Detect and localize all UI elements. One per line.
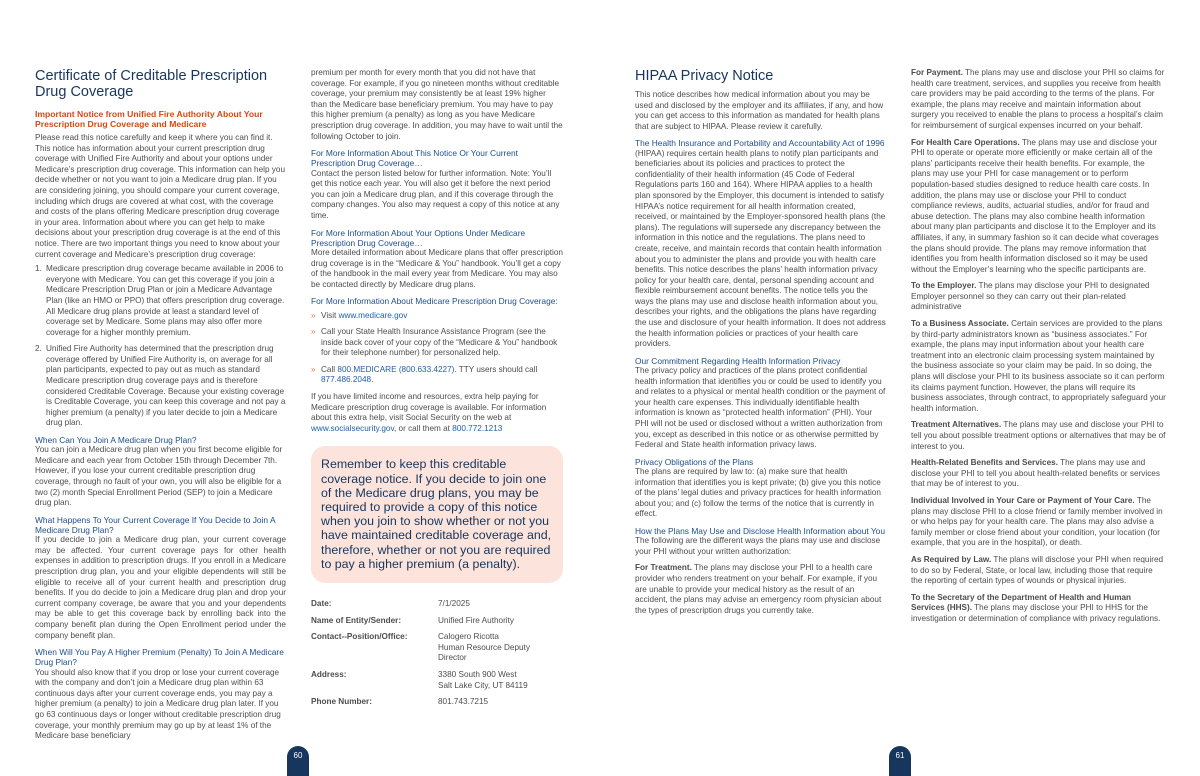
page-number-badge: 61 [889,746,911,776]
contact-value [438,632,564,664]
treatment-paragraph [635,563,887,616]
use-item-heading: Health-Related Benefits and Services. [911,458,1058,468]
medicare-phone-link[interactable]: 800.MEDICARE (800.633.4227) [337,364,455,374]
use-item [911,458,1166,490]
list-item [35,264,286,338]
list-item [311,327,564,359]
bullet-icon: » [311,327,316,337]
use-item-heading: To a Business Associate. [911,319,1009,329]
numbered-list [35,264,286,429]
use-item-text: The plans may use and disclose your PHI to tell you about health-related benefits or services that may be of interest to you. [911,458,1160,489]
treatment-text: The plans may disclose your PHI to a health care provider who renders treatment on your behalf. For example, if you are unable to provide your medical history as the result of an accident, the plans may advise an emergency room physician about the types of prescription drugs you currently take. [635,563,882,615]
extra-help-paragraph [311,392,564,434]
higher-premium-heading: When Will You Pay A Higher Premium (Penalty) To Join A Medicare Drug Plan? [35,647,284,668]
what-happens-heading: What Happens To Your Current Coverage If You Decide to Join A Medicare Drug Plan? [35,514,276,535]
extra-help-text: If you have limited income and resources, extra help paying for Medicare prescription drug coverage is available. For information about this extra help, visit Social Security on the web at [311,392,547,423]
use-item-heading: For Payment. [911,68,963,77]
what-happens-paragraph: If you decide to join a Medicare drug plan, your current coverage may be affected. Your current coverage pays for other health expenses in addition to prescription drugs. If you enroll in a Medicare prescription drug plan, you and your eligible dependents will still be eligible to receive all of your current health and prescription drug benefits. If you do decide to join a Medicare drug plan and drop your current company coverage, be aware that you and your dependents may be able to get this coverage back by enrolling back into the company benefit plan during the Open Enrollment period under the company benefit plan. [35,535,286,640]
use-item-text: The plans may use and disclose your PHI so claims for health care treatment, services, and supplies you receive from health care providers may be paid according to the terms of the plans. For example, the plans may receive and maintain information about surgery you received to enable the plans to process a hospital’s claim for reimbursement of surgical expenses incurred on your behalf. [911,68,1165,130]
phone-value: 801.743.7215 [438,697,489,707]
use-item-text: The plans may disclose your PHI to designated Employer personnel so they can carry out their plan-related administrative [911,281,1150,312]
entity-row [311,616,564,627]
use-item-heading: To the Secretary of the Department of Health and Human Services (HHS). [911,592,1132,613]
use-item-heading: For Health Care Operations. [911,137,1020,147]
phone-label: Phone Number: [311,697,372,707]
list-item [311,311,564,322]
use-item [911,555,1166,587]
use-disclose-paragraph: The following are the different ways the plans may use and disclose your PHI without your written authorization: [635,536,881,556]
commitment-heading: Our Commitment Regarding Health Information Privacy [635,355,841,366]
when-join-paragraph: You can join a Medicare drug plan when you first become eligible for Medicare and each year from October 15th through December 7th. However, if you lose your current creditable prescription drug coverage, through no fault of your own, you will also be eligible for a two (2) month Special Enrollment Period (SEP) to join a Medicare drug plan. [35,445,283,508]
contact-name: Calogero Ricotta [438,632,499,642]
contact-info-table [311,599,564,708]
address-row [311,670,564,691]
date-label: Date: [311,599,332,609]
when-join-heading: When Can You Join A Medicare Drug Plan? [35,435,197,446]
list-item [311,365,564,386]
hipaa-title: HIPAA Privacy Notice [635,68,774,84]
address-line: 3380 South 900 West [438,670,517,680]
use-item [911,496,1166,549]
contact-label: Contact--Position/Office: [311,632,408,642]
higher-premium-paragraph: You should also know that if you drop or lose your current coverage with the company and don’t join a Medicare drug plan within 63 continuous days after your current coverage ends, you may pay a higher premium (a penalty) to join a Medicare drug plan later. If you go 63 continuous days or longer without creditable prescription drug coverage, your monthly premium may go up by at least 1% of the Medicare base beneficiary [35,667,281,741]
page-number-badge: 60 [287,746,309,776]
entity-label: Name of Entity/Sender: [311,615,402,625]
contact-position: Human Resource Deputy [438,642,530,652]
bullet-icon: » [311,364,316,374]
address-value [438,670,564,691]
use-disclose-heading: How the Plans May Use and Disclose Health Information about You [635,525,885,536]
obligations-paragraph: The plans are required by law to: (a) make sure that health information that identifies you is kept private; (b) give you this notice of the plans’ legal duties and privacy practices for health information about you; and (c) follow the terms of the notice that is currently in effect. [635,467,881,519]
more-info-notice-heading: For More Information About This Notice Or Your Current Prescription Drug Coverage… [311,148,518,169]
more-info-medicare-heading: For More Information About Medicare Prescription Drug Coverage: [311,296,558,307]
use-item [911,138,1166,276]
list-item-text: Medicare prescription drug coverage became available in 2006 to everyone with Medicare. You can get this coverage if you join a Medicare Prescription Drug Plan or join a Medicare Advantage Plan (like an HMO or PPO) that offers prescription drug coverage. All Medicare drug plans provide at least a standard level of coverage set by Medicare. Some plans may also offer more coverage for a higher monthly premium. [46,264,285,337]
use-item-text: The plans may disclose your PHI to HHS for the investigation or determination of compliance with privacy regulations. [911,603,1161,623]
uses-column [911,68,1166,625]
bullet-text: Call your State Health Insurance Assistance Program (see the inside back cover of your copy of the “Medicare & You” handbook for their telephone number) for personalized help. [321,327,558,358]
hipaa-act-paragraph: (HIPAA) requires certain health plans to notify plan participants and beneficiaries about its policies and practices to protect the confidentiality of their health information (45 Code of Federal Regulations parts 160 and 164). Where HIPAA applies to a health plan sponsored by the Employer, this document is intended to satisfy HIPAA’s notice requirement for all health information created, received, or maintained by the Employer-sponsored health plans (the plans). The regulations will supersede any discrepancy between the information in this notice and the regulations. The plans need to create, receive, and maintain records that contain health information about you to administer the plans and provide you with health care benefits. This notice describes the plans’ health information privacy policy for your health care, dental, personal spending account and flexible reimbursement account benefits. The notice tells you the ways the plans may use and disclose health information about you, describes your rights, and the obligations the plans have regarding the use and disclosure of your health information. It does not address the health information policies or practices of your health care providers. [635,148,886,349]
list-item [35,344,286,429]
use-item-text: The plans may use and disclose your PHI to operate or operate more efficiently or make certain all of the plans’ participants receive their health benefits. For example, the plans may use your PHI for case management or to perform population-based studies designed to reduce health care costs. In addition, the plans may use or disclose your PHI to conduct compliance reviews, audits, actuarial studies, and/or for fraud and abuse detection. The plans may also combine health information about many plan participants and disclose it to the Employer and its affiliates, if any, in summary fashion so it can decide what coverages the plans should provide. The plans may remove information that identifies you from health information disclosed so it may be used without the Employer’s learning who the specific participants are. [911,137,1159,274]
address-line: Salt Lake City, UT 84119 [438,680,528,690]
list-number: 1. [35,264,42,274]
medicare-website-link[interactable]: www.medicare.gov [338,310,408,320]
resources-list [311,311,564,387]
phone-row [311,697,564,708]
date-value: 7/1/2025 [438,599,470,609]
use-item-text: The plans may use and disclose your PHI to tell you about possible treatment options or alternatives that may be of interest to you. [911,420,1166,451]
certificate-title: Certificate of Creditable Prescription Drug Coverage [35,68,268,100]
use-item [911,420,1166,452]
reminder-callout: Remember to keep this creditable coverage notice. If you decide to join one of the Medicare drug plans, you may be required to provide a copy of this notice when you join to show whether or not you have maintained creditable coverage and, therefore, whether or not you are required to pay a higher premium (a penalty). [311,446,563,583]
bullet-text: . TTY users should call [454,364,538,374]
certificate-column [35,68,286,742]
bullet-text: . [371,375,374,385]
use-item [911,68,1166,132]
use-item-text: The plans will disclose your PHI when required to do so by Federal, State, or local law, including those that require the reporting of certain types of wounds or physical injuries. [911,554,1164,586]
right-page [600,0,1200,776]
social-security-phone-link[interactable]: 800.772.1213 [452,423,503,433]
bullet-text: Call [321,364,338,374]
hipaa-act-heading: The Health Insurance and Portability and Accountability Act of 1996 [635,138,885,149]
intro-paragraph: Please read this notice carefully and keep it where you can find it. This notice has information about your current prescription drug coverage with Unified Fire Authority and about your options under Medicare’s prescription drug coverage. This information can help you decide whether or not you want to join a Medicare drug plan. If you are considering joining, you should compare your current coverage, including which drugs are covered at what cost, with the coverage and costs of the plans offering Medicare prescription drug coverage in your area. Information about where you can get help to make decisions about your prescription drug coverage is at the end of this notice. There are two important things you need to know about your current coverage and Medicare’s prescription drug coverage: [35,133,286,259]
use-item-heading: As Required by Law. [911,554,992,564]
use-item-text: The plans may disclose PHI to a close friend or family member involved in or who helps pay for your health care. The plans may also advise a family member or close friend about your condition, your location (for example, that you are in the hospital), or death. [911,495,1163,548]
use-item [911,319,1166,414]
continued-paragraph: premium per month for every month that you did not have that coverage. For example, if you go nineteen months without creditable coverage, your premium may consistently be at least 19% higher than the Medicare base beneficiary premium. You may have to pay this higher premium (a penalty) as long as you have Medicare prescription drug coverage. In addition, you may have to wait until the following October to join. [311,68,563,141]
use-item-heading: To the Employer. [911,281,977,291]
obligations-heading: Privacy Obligations of the Plans [635,456,754,467]
commitment-paragraph: The privacy policy and practices of the plans protect confidential health information that identifies you or could be used to identify you and relates to a physical or mental health condition or the payment of your health care expenses. This individually identifiable health information is known as “protected health information” (PHI). Your PHI will not be used or disclosed without a written authorization from you, except as described in this notice or as otherwise permitted by Federal and State health information privacy laws. [635,366,886,450]
bullet-icon: » [311,310,316,320]
social-security-link[interactable]: www.socialsecurity.gov [311,423,394,433]
contact-row [311,632,564,664]
use-item [911,281,1166,313]
more-info-notice-paragraph: Contact the person listed below for further information. Note: You’ll get this notice each year. You will also get it before the next period you can join a Medicare drug plan, and if this coverage through the company changes. You also may request a copy of this notice at any time. [311,168,560,220]
tty-phone-link[interactable]: 877.486.2048 [321,375,372,385]
extra-help-text: , or call them at [393,423,453,433]
hipaa-intro: This notice describes how medical information about you may be used and disclosed by the employer and its affiliates, if any, and how you can get access to this information as mandated for health plans that are subject to HIPAA. Please review it carefully. [635,90,884,131]
use-item-heading: Treatment Alternatives. [911,420,1002,430]
use-item-heading: Individual Involved in Your Care or Payment of Your Care. [911,495,1135,505]
entity-value: Unified Fire Authority [438,615,514,625]
address-label: Address: [311,670,347,680]
list-number: 2. [35,344,42,354]
date-row [311,599,564,610]
more-info-options-paragraph: More detailed information about Medicare plans that offer prescription drug coverage is in the “Medicare & You” handbook. You’ll get a copy of the handbook in the mail every year from Medicare. You may also be contacted directly by Medicare drug plans. [311,247,563,289]
treatment-heading: For Treatment. [635,563,692,573]
bullet-text: Visit [321,310,339,320]
more-info-column [311,68,564,714]
use-item [911,593,1166,625]
more-info-options-heading: For More Information About Your Options Under Medicare Prescription Drug Coverage… [311,227,526,248]
important-notice-subtitle: Important Notice from Unified Fire Authority About Your Prescription Drug Coverage and Medicare [35,109,263,129]
contact-position: Director [438,653,467,663]
list-item-text: Unified Fire Authority has determined that the prescription drug coverage offered by Unified Fire Authority is, on average for all plan participants, expected to pay out as much as standard Medicare prescription drug coverage pays and is therefore considered Creditable Coverage. Because your existing coverage is Creditable Coverage, you can keep this coverage and not pay a higher premium (a penalty) if you later decide to join a Medicare drug plan. [46,344,286,428]
use-item-text: Certain services are provided to the plans by third-party administrators known as “business associates.” For example, the plans may input information about your health care treatment into an electronic claim processing system maintained by the business associate so your claim may be paid. In so doing, the plans will disclose your PHI to its business associate so it can perform its claims payment function. However, the plans will require its business associates, through contract, to appropriately safeguard your health information. [911,319,1166,413]
hipaa-column [635,68,887,616]
